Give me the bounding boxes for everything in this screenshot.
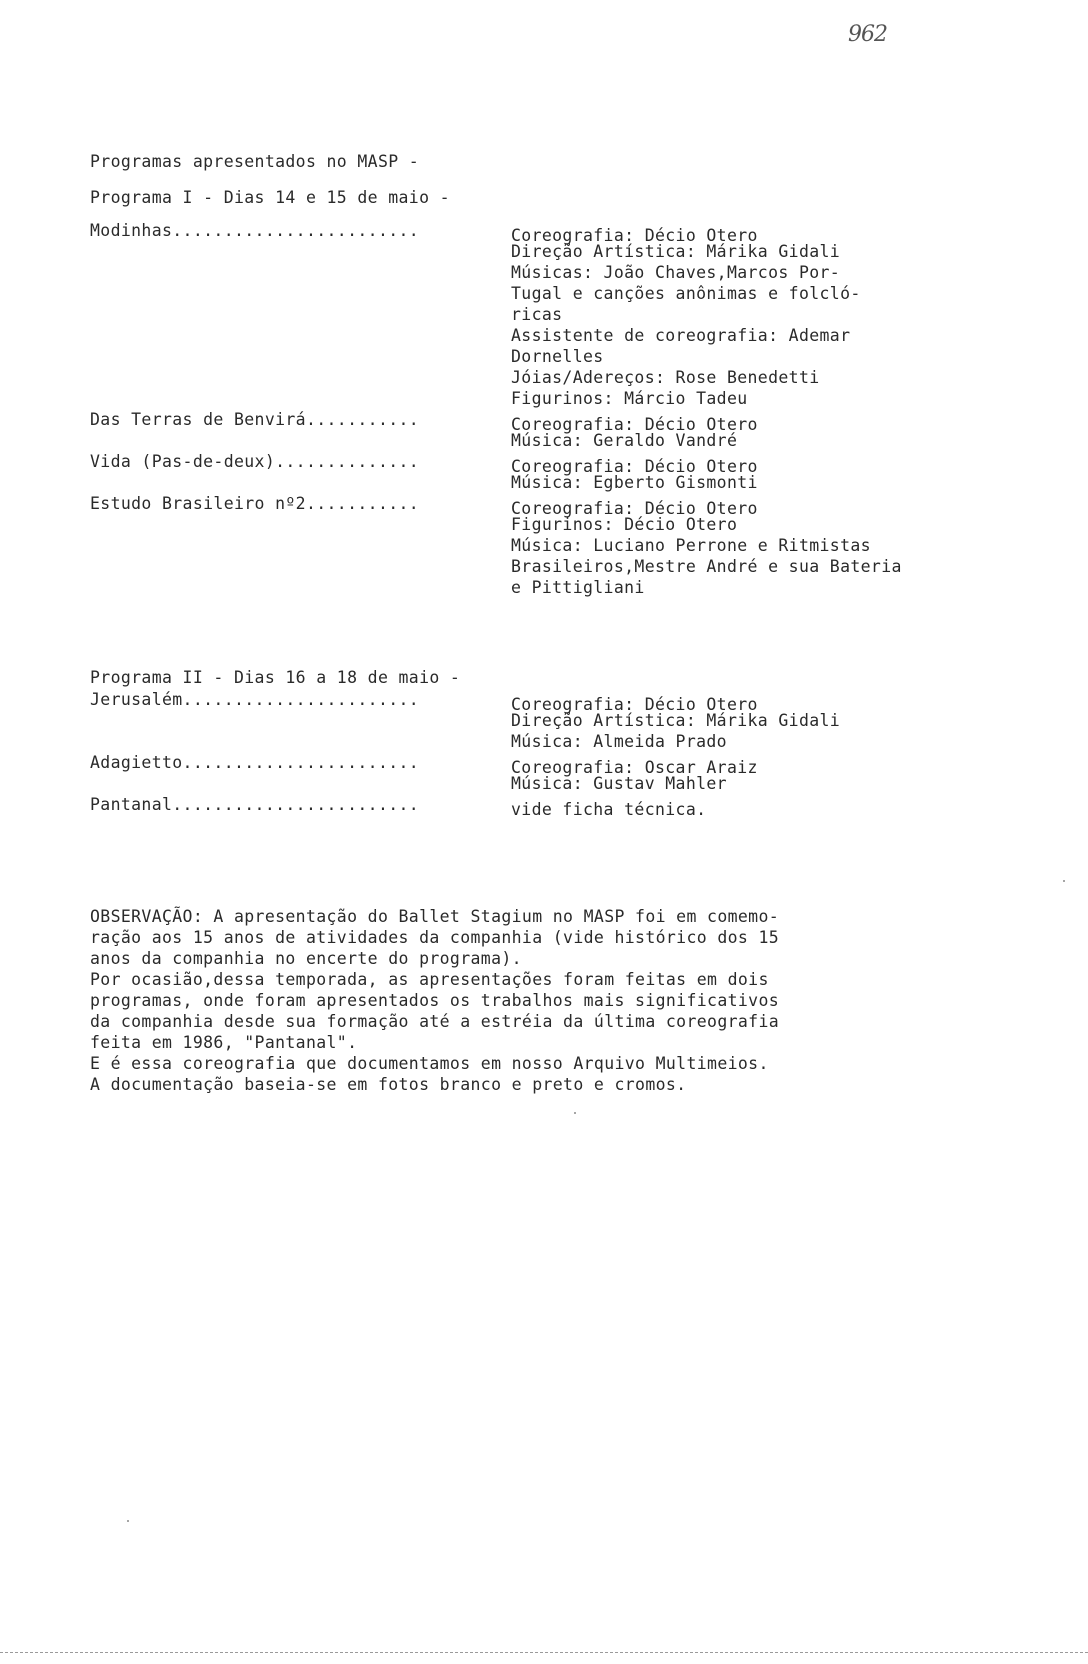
- entry-credit-line: Músicas: João Chaves,Marcos Por-: [511, 263, 841, 282]
- entry-title: Vida (Pas-de-deux)..............: [90, 452, 420, 471]
- entry-credit-line: Coreografia: Décio Otero: [511, 457, 758, 476]
- entry-credit-line: Dornelles: [511, 347, 604, 366]
- entry-credit-line: Música: Almeida Prado: [511, 732, 727, 751]
- entry-credit-line: Figurinos: Décio Otero: [511, 515, 738, 534]
- programa-2-list: [90, 689, 841, 819]
- entry-credit-line: vide ficha técnica.: [511, 800, 707, 819]
- entry-credit-line: Música: Geraldo Vandré: [511, 431, 738, 450]
- observacao-line: A documentação baseia-se em fotos branco e preto e cromos.: [90, 1075, 687, 1094]
- entry-credit-line: Tugal e canções anônimas e folcló-: [511, 284, 861, 303]
- entry-credit-line: Música: Egberto Gismonti: [511, 473, 758, 492]
- entry-credit-line: Coreografia: Décio Otero: [511, 226, 758, 245]
- entry-credit-line: Coreografia: Décio Otero: [511, 695, 758, 714]
- scan-edge-line: [0, 1652, 1088, 1653]
- observacao-paragraph: [90, 906, 779, 1095]
- entry-title: Estudo Brasileiro nº2...........: [90, 494, 420, 513]
- entry-title: Das Terras de Benvirá...........: [90, 410, 420, 429]
- entry-credit-line: Figurinos: Márcio Tadeu: [511, 389, 748, 408]
- entry-credit-line: ricas: [511, 305, 563, 324]
- program-entry: [90, 493, 902, 518]
- entry-credit-line: Jóias/Adereços: Rose Benedetti: [511, 368, 820, 387]
- entry-credit-line: Música: Luciano Perrone e Ritmistas: [511, 536, 871, 555]
- observacao-line: programas, onde foram apresentados os trabalhos mais significativos: [90, 991, 780, 1010]
- entry-title: Modinhas........................: [90, 221, 420, 240]
- handwritten-page-number: 962: [848, 22, 887, 47]
- entry-credit-line: Coreografia: Décio Otero: [511, 415, 758, 434]
- observacao-line: anos da companhia no encerte do programa).: [90, 949, 522, 968]
- entry-credit-line: Brasileiros,Mestre André e sua Bateria: [511, 557, 902, 576]
- programa-1-heading: Programa I - Dias 14 e 15 de maio -: [90, 188, 450, 207]
- program-entry: [90, 794, 840, 819]
- entry-credit-line: Direção Artística: Márika Gidali: [511, 242, 841, 261]
- document-title: Programas apresentados no MASP -: [90, 152, 420, 171]
- program-entry: [90, 409, 902, 434]
- program-entry: [90, 220, 902, 245]
- observacao-line: feita em 1986, "Pantanal".: [90, 1033, 358, 1052]
- program-entry: [90, 451, 902, 476]
- entry-credit-line: Coreografia: Décio Otero: [511, 499, 758, 518]
- observacao-line: ração aos 15 anos de atividades da companhia (vide histórico dos 15: [90, 928, 780, 947]
- programa-2-heading: Programa II - Dias 16 a 18 de maio -: [90, 668, 461, 687]
- observacao-line: da companhia desde sua formação até a estréia da última coreografia: [90, 1012, 780, 1031]
- observacao-line: Por ocasião,dessa temporada, as apresentações foram feitas em dois: [90, 970, 769, 989]
- program-entry: [90, 689, 840, 714]
- programa-1-list: [90, 220, 902, 598]
- entry-credit-line: Direção Artística: Márika Gidali: [511, 711, 841, 730]
- scan-speck: [1063, 880, 1065, 882]
- observacao-line: E é essa coreografia que documentamos em nosso Arquivo Multimeios.: [90, 1054, 769, 1073]
- entry-credit-line: Música: Gustav Mahler: [511, 774, 727, 793]
- program-entry: [90, 752, 840, 777]
- entry-credit-line: Assistente de coreografia: Ademar: [511, 326, 851, 345]
- entry-title: Jerusalém.......................: [90, 690, 420, 709]
- entry-title: Pantanal........................: [90, 795, 420, 814]
- scan-speck: [574, 1112, 576, 1114]
- scan-speck: [127, 1520, 129, 1522]
- observacao-line: OBSERVAÇÃO: A apresentação do Ballet Stagium no MASP foi em comemo-: [90, 907, 780, 926]
- entry-credit-line: Coreografia: Oscar Araiz: [511, 758, 758, 777]
- entry-title: Adagietto.......................: [90, 753, 420, 772]
- entry-credit-line: e Pittigliani: [511, 578, 645, 597]
